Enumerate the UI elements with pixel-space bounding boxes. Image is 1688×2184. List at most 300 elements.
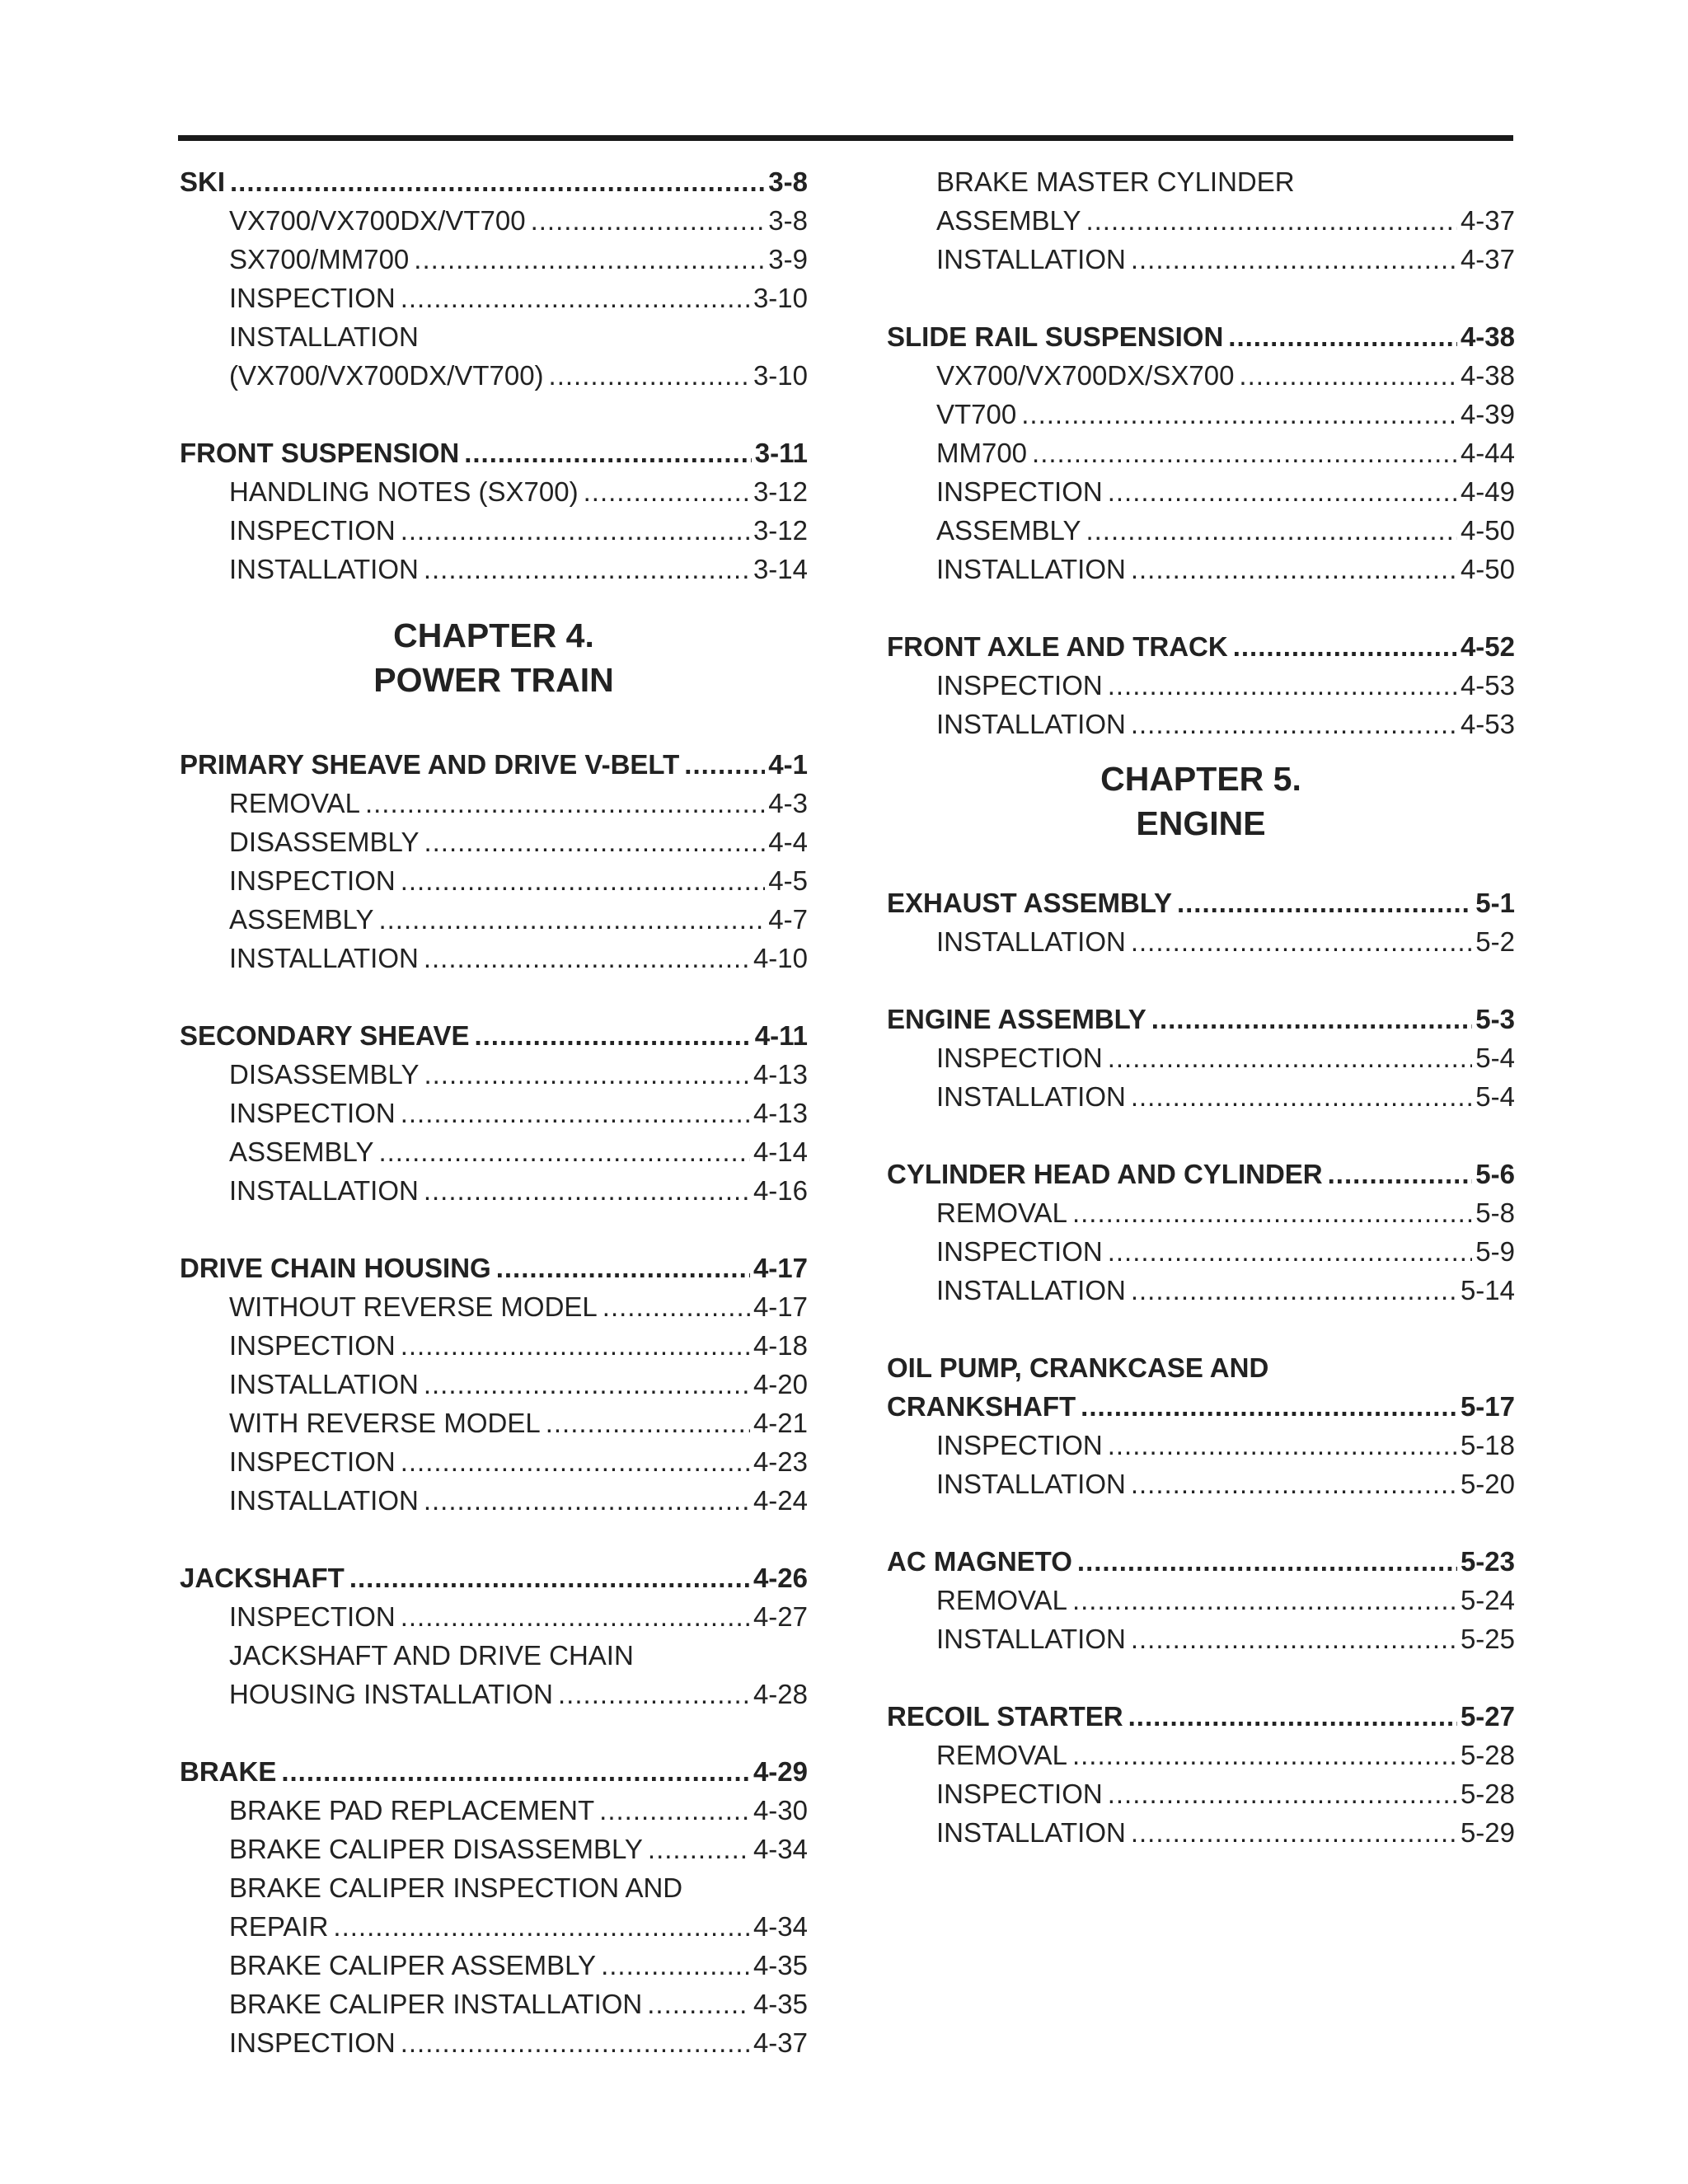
toc-entry-title: INSTALLATION bbox=[229, 943, 419, 973]
toc-page-number: 4-24 bbox=[753, 1485, 808, 1516]
toc-entry-title: MM700 bbox=[936, 438, 1028, 468]
toc-subentry[interactable] bbox=[887, 201, 1515, 240]
toc-subentry[interactable] bbox=[887, 434, 1515, 472]
toc-entry-title: REPAIR bbox=[229, 1911, 329, 1942]
dot-leader bbox=[401, 279, 750, 317]
toc-entry-title: REMOVAL bbox=[229, 788, 360, 818]
toc-page-number: 4-53 bbox=[1460, 709, 1515, 739]
dot-leader bbox=[1131, 1271, 1457, 1310]
dot-leader bbox=[1072, 1736, 1457, 1774]
toc-page-number: 4-50 bbox=[1460, 554, 1515, 584]
toc-page-number: 4-37 bbox=[1460, 244, 1515, 274]
dot-leader bbox=[349, 1558, 750, 1597]
toc-page-number: 3-14 bbox=[753, 554, 808, 584]
dot-leader bbox=[1233, 627, 1457, 666]
toc-entry-title: INSTALLATION bbox=[936, 1817, 1126, 1848]
toc-page-number: 5-24 bbox=[1460, 1585, 1515, 1615]
toc-entry-title: PRIMARY SHEAVE AND DRIVE V-BELT bbox=[180, 749, 680, 780]
toc-subentry[interactable] bbox=[887, 1271, 1515, 1310]
toc-entry-title: HOUSING INSTALLATION bbox=[229, 1679, 554, 1709]
dot-leader bbox=[378, 900, 765, 939]
dot-leader bbox=[599, 1791, 750, 1830]
dot-leader bbox=[1072, 1581, 1457, 1619]
dot-leader bbox=[549, 356, 750, 395]
chapter-title: POWER TRAIN bbox=[373, 661, 614, 699]
toc-subentry[interactable] bbox=[180, 279, 808, 317]
toc-entry-title: BRAKE bbox=[180, 1756, 277, 1787]
chapter-number: CHAPTER 4. bbox=[393, 616, 594, 654]
dot-leader bbox=[401, 511, 750, 550]
section-gap bbox=[887, 1116, 1515, 1155]
toc-page-number: 4-5 bbox=[768, 865, 808, 896]
toc-page-number: 5-28 bbox=[1460, 1779, 1515, 1809]
toc-subentry[interactable] bbox=[180, 1907, 808, 1946]
toc-page-number: 4-52 bbox=[1460, 631, 1515, 662]
toc-page-number: 5-9 bbox=[1475, 1236, 1515, 1267]
dot-leader bbox=[1131, 1077, 1472, 1116]
toc-page-number: 5-3 bbox=[1475, 1004, 1515, 1034]
toc-page-number: 4-10 bbox=[753, 943, 808, 973]
toc-page-number: 5-20 bbox=[1460, 1469, 1515, 1499]
toc-page-number: 5-4 bbox=[1475, 1043, 1515, 1073]
toc-subentry[interactable] bbox=[180, 1636, 808, 1675]
toc-entry-title: INSTALLATION bbox=[229, 1175, 419, 1206]
toc-subentry[interactable] bbox=[180, 784, 808, 823]
toc-entry-title: WITHOUT REVERSE MODEL bbox=[229, 1291, 598, 1322]
toc-subentry[interactable] bbox=[180, 1830, 808, 1868]
toc-entry-title: INSPECTION bbox=[229, 1098, 396, 1128]
toc-entry-title: BRAKE PAD REPLACEMENT bbox=[229, 1795, 595, 1825]
dot-leader bbox=[603, 1287, 750, 1326]
toc-page-number: 5-17 bbox=[1460, 1391, 1515, 1422]
section-gap bbox=[887, 1503, 1515, 1542]
dot-leader bbox=[401, 861, 766, 900]
toc-page-number: 4-23 bbox=[753, 1446, 808, 1477]
dot-leader bbox=[401, 1094, 750, 1132]
toc-subentry[interactable] bbox=[887, 1232, 1515, 1271]
toc-subentry[interactable] bbox=[180, 1675, 808, 1713]
toc-entry-title: BRAKE CALIPER INSPECTION AND bbox=[229, 1872, 683, 1903]
toc-entry-title: INSTALLATION bbox=[229, 321, 419, 352]
toc-page-number: 4-34 bbox=[753, 1911, 808, 1942]
toc-subentry[interactable] bbox=[887, 922, 1515, 961]
toc-page-number: 5-4 bbox=[1475, 1081, 1515, 1112]
toc-entry-title: REMOVAL bbox=[936, 1197, 1067, 1228]
toc-entry-title: CRANKSHAFT bbox=[887, 1391, 1076, 1422]
toc-subentry[interactable] bbox=[887, 705, 1515, 743]
chapter-title: ENGINE bbox=[1136, 804, 1266, 842]
toc-page-number: 4-37 bbox=[753, 2027, 808, 2058]
toc-entry-title: RECOIL STARTER bbox=[887, 1701, 1123, 1732]
toc-subentry[interactable] bbox=[887, 395, 1515, 434]
toc-page-number: 5-28 bbox=[1460, 1740, 1515, 1770]
chapter-heading bbox=[180, 588, 808, 745]
dot-leader bbox=[1239, 356, 1457, 395]
toc-entry-title: BRAKE CALIPER DISASSEMBLY bbox=[229, 1834, 643, 1864]
toc-page-number: 4-4 bbox=[768, 827, 808, 857]
toc-column-left bbox=[180, 162, 808, 2062]
toc-section-entry[interactable] bbox=[887, 1000, 1515, 1038]
toc-section-entry[interactable] bbox=[180, 1016, 808, 1055]
toc-section-entry[interactable] bbox=[180, 1558, 808, 1597]
dot-leader bbox=[401, 1442, 750, 1481]
toc-subentry[interactable] bbox=[180, 1946, 808, 1985]
toc-page-number: 5-25 bbox=[1460, 1624, 1515, 1654]
toc-subentry[interactable] bbox=[180, 201, 808, 240]
section-gap bbox=[180, 1520, 808, 1558]
toc-entry-title: INSPECTION bbox=[229, 1601, 396, 1632]
chapter-heading bbox=[887, 743, 1515, 883]
toc-subentry[interactable] bbox=[887, 666, 1515, 705]
section-gap bbox=[887, 279, 1515, 317]
dot-leader bbox=[414, 240, 765, 279]
toc-page-number: 5-18 bbox=[1460, 1430, 1515, 1460]
toc-entry-title: INSTALLATION bbox=[936, 554, 1126, 584]
toc-section-entry[interactable] bbox=[887, 627, 1515, 666]
toc-section-entry[interactable] bbox=[887, 1155, 1515, 1193]
toc-entry-title: REMOVAL bbox=[936, 1740, 1067, 1770]
toc-entry-title: INSPECTION bbox=[229, 1446, 396, 1477]
toc-page-number: 4-13 bbox=[753, 1059, 808, 1090]
dot-leader bbox=[1131, 550, 1457, 588]
toc-page-number: 4-14 bbox=[753, 1137, 808, 1167]
dot-leader bbox=[558, 1675, 750, 1713]
toc-entry-title: INSPECTION bbox=[229, 283, 396, 313]
toc-subentry[interactable] bbox=[887, 511, 1515, 550]
section-gap bbox=[180, 1210, 808, 1249]
toc-subentry[interactable] bbox=[180, 1597, 808, 1636]
dot-leader bbox=[1108, 472, 1457, 511]
toc-page-number: 4-27 bbox=[753, 1601, 808, 1632]
toc-subentry[interactable] bbox=[887, 356, 1515, 395]
toc-subentry[interactable] bbox=[180, 550, 808, 588]
dot-leader bbox=[1081, 1387, 1457, 1426]
toc-entry-title: DISASSEMBLY bbox=[229, 827, 420, 857]
toc-page-number: 4-16 bbox=[753, 1175, 808, 1206]
toc-entry-title: ASSEMBLY bbox=[936, 515, 1081, 546]
dot-leader bbox=[1085, 201, 1456, 240]
toc-entry-title: VX700/VX700DX/SX700 bbox=[936, 360, 1235, 391]
toc-entry-title: INSTALLATION bbox=[936, 244, 1126, 274]
toc-page-number: 5-2 bbox=[1475, 926, 1515, 957]
toc-entry-title: INSPECTION bbox=[229, 865, 396, 896]
toc-page-number: 3-9 bbox=[768, 244, 808, 274]
toc-entry-title: SX700/MM700 bbox=[229, 244, 410, 274]
toc-entry-title: BRAKE CALIPER ASSEMBLY bbox=[229, 1950, 597, 1980]
toc-subentry[interactable] bbox=[180, 1287, 808, 1326]
toc-page-number: 4-11 bbox=[754, 1020, 808, 1051]
toc-section-entry[interactable] bbox=[180, 1752, 808, 1791]
toc-subentry[interactable] bbox=[180, 1404, 808, 1442]
toc-page-number: 4-18 bbox=[753, 1330, 808, 1361]
dot-leader bbox=[496, 1249, 750, 1287]
dot-leader bbox=[474, 1016, 751, 1055]
toc-page-number: 4-3 bbox=[768, 788, 808, 818]
toc-subentry[interactable] bbox=[180, 1791, 808, 1830]
toc-entry-title: INSPECTION bbox=[936, 476, 1103, 507]
toc-entry-title: CYLINDER HEAD AND CYLINDER bbox=[887, 1159, 1323, 1189]
dot-leader bbox=[1021, 395, 1457, 434]
dot-leader bbox=[230, 162, 765, 201]
toc-subentry[interactable] bbox=[180, 240, 808, 279]
toc-page-number: 5-6 bbox=[1475, 1159, 1515, 1189]
toc-entry-title: INSTALLATION bbox=[229, 1485, 419, 1516]
toc-page-number: 4-44 bbox=[1460, 438, 1515, 468]
toc-entry-title: INSPECTION bbox=[936, 1236, 1103, 1267]
toc-subentry[interactable] bbox=[180, 1132, 808, 1171]
dot-leader bbox=[424, 939, 750, 977]
toc-page-number: 4-37 bbox=[1460, 205, 1515, 236]
toc-section-entry[interactable] bbox=[180, 434, 808, 472]
dot-leader bbox=[1177, 883, 1472, 922]
toc-entry-title: JACKSHAFT bbox=[180, 1563, 345, 1593]
toc-subentry[interactable] bbox=[887, 472, 1515, 511]
toc-page-number: 4-50 bbox=[1460, 515, 1515, 546]
toc-entry-title: ASSEMBLY bbox=[229, 904, 374, 935]
toc-page-number: 4-35 bbox=[753, 1950, 808, 1980]
dot-leader bbox=[333, 1907, 750, 1946]
toc-entry-title: WITH REVERSE MODEL bbox=[229, 1408, 541, 1438]
toc-entry-title: BRAKE MASTER CYLINDER bbox=[936, 166, 1295, 197]
toc-entry-title: INSPECTION bbox=[936, 1430, 1103, 1460]
toc-section-entry[interactable] bbox=[180, 745, 808, 784]
toc-page-number: 5-29 bbox=[1460, 1817, 1515, 1848]
toc-section-entry[interactable] bbox=[887, 1387, 1515, 1426]
dot-leader bbox=[1131, 240, 1457, 279]
toc-page-number: 4-7 bbox=[768, 904, 808, 935]
dot-leader bbox=[1108, 1426, 1457, 1465]
section-gap bbox=[180, 977, 808, 1016]
toc-subentry[interactable] bbox=[180, 939, 808, 977]
toc-page-number: 3-10 bbox=[753, 360, 808, 391]
toc-page-number: 4-20 bbox=[753, 1369, 808, 1399]
toc-page-number: 4-21 bbox=[753, 1408, 808, 1438]
toc-page-number: 3-8 bbox=[768, 166, 808, 197]
toc-subentry[interactable] bbox=[887, 1581, 1515, 1619]
toc-entry-title: VX700/VX700DX/VT700 bbox=[229, 205, 526, 236]
toc-section-entry[interactable] bbox=[887, 1697, 1515, 1736]
toc-page-number: 4-29 bbox=[753, 1756, 808, 1787]
toc-section-entry[interactable] bbox=[887, 317, 1515, 356]
toc-subentry[interactable] bbox=[180, 861, 808, 900]
toc-entry-title: ASSEMBLY bbox=[229, 1137, 374, 1167]
toc-page-number: 5-14 bbox=[1460, 1275, 1515, 1305]
dot-leader bbox=[531, 201, 766, 240]
toc-page-number: 4-17 bbox=[753, 1291, 808, 1322]
toc-entry-title: INSPECTION bbox=[229, 1330, 396, 1361]
toc-page-number: 4-1 bbox=[768, 749, 808, 780]
toc-entry-title: BRAKE CALIPER INSTALLATION bbox=[229, 1989, 643, 2019]
toc-page-number: 5-8 bbox=[1475, 1197, 1515, 1228]
toc-page-number: 5-27 bbox=[1460, 1701, 1515, 1732]
toc-entry-title: ENGINE ASSEMBLY bbox=[887, 1004, 1146, 1034]
toc-subentry[interactable] bbox=[180, 900, 808, 939]
dot-leader bbox=[1108, 1038, 1473, 1077]
dot-leader bbox=[464, 434, 752, 472]
dot-leader bbox=[401, 1597, 750, 1636]
toc-page-number: 3-12 bbox=[753, 515, 808, 546]
toc-entry-title: INSTALLATION bbox=[229, 1369, 419, 1399]
toc-page-number: 3-8 bbox=[768, 205, 808, 236]
header-rule bbox=[178, 135, 1513, 141]
toc-entry-title: DRIVE CHAIN HOUSING bbox=[180, 1253, 491, 1283]
toc-page-number: 3-12 bbox=[753, 476, 808, 507]
toc-page-number: 4-53 bbox=[1460, 670, 1515, 701]
toc-subentry[interactable] bbox=[180, 1868, 808, 1907]
dot-leader bbox=[401, 1326, 750, 1365]
toc-subentry[interactable] bbox=[180, 1055, 808, 1094]
chapter-number: CHAPTER 5. bbox=[1100, 760, 1301, 798]
dot-leader bbox=[546, 1404, 750, 1442]
toc-section-entry[interactable] bbox=[887, 1348, 1515, 1387]
toc-entry-title: INSPECTION bbox=[936, 1779, 1103, 1809]
toc-subentry[interactable] bbox=[180, 1442, 808, 1481]
toc-subentry[interactable] bbox=[887, 1038, 1515, 1077]
toc-entry-title: AC MAGNETO bbox=[887, 1546, 1072, 1577]
toc-entry-title: INSTALLATION bbox=[936, 1469, 1126, 1499]
toc-entry-title: (VX700/VX700DX/VT700) bbox=[229, 360, 544, 391]
section-gap bbox=[887, 588, 1515, 627]
toc-entry-title: INSPECTION bbox=[229, 515, 396, 546]
dot-leader bbox=[424, 1481, 750, 1520]
dot-leader bbox=[424, 1171, 750, 1210]
dot-leader bbox=[424, 823, 765, 861]
toc-entry-title: INSTALLATION bbox=[936, 926, 1126, 957]
dot-leader bbox=[1151, 1000, 1473, 1038]
toc-entry-title: EXHAUST ASSEMBLY bbox=[887, 888, 1172, 918]
toc-subentry[interactable] bbox=[887, 162, 1515, 201]
toc-entry-title: INSPECTION bbox=[936, 1043, 1103, 1073]
toc-subentry[interactable] bbox=[180, 1365, 808, 1404]
section-gap bbox=[887, 1310, 1515, 1348]
toc-entry-title: INSTALLATION bbox=[936, 709, 1126, 739]
toc-entry-title: DISASSEMBLY bbox=[229, 1059, 420, 1090]
toc-page-number: 4-28 bbox=[753, 1679, 808, 1709]
toc-page-number: 4-17 bbox=[753, 1253, 808, 1283]
toc-subentry[interactable] bbox=[887, 240, 1515, 279]
toc-subentry[interactable] bbox=[887, 1193, 1515, 1232]
toc-section-entry[interactable] bbox=[180, 162, 808, 201]
toc-page-number: 3-11 bbox=[754, 438, 808, 468]
toc-entry-title: FRONT SUSPENSION bbox=[180, 438, 460, 468]
toc-entry-title: JACKSHAFT AND DRIVE CHAIN bbox=[229, 1640, 634, 1671]
toc-page-number: 4-13 bbox=[753, 1098, 808, 1128]
section-gap bbox=[887, 961, 1515, 1000]
toc-page-number: 4-38 bbox=[1460, 321, 1515, 352]
toc-page-number: 4-38 bbox=[1460, 360, 1515, 391]
section-gap bbox=[887, 1658, 1515, 1697]
dot-leader bbox=[584, 472, 750, 511]
toc-page-number: 4-34 bbox=[753, 1834, 808, 1864]
dot-leader bbox=[281, 1752, 750, 1791]
toc-subentry[interactable] bbox=[180, 823, 808, 861]
dot-leader bbox=[647, 1985, 750, 2023]
dot-leader bbox=[424, 1365, 750, 1404]
dot-leader bbox=[424, 1055, 749, 1094]
toc-subentry[interactable] bbox=[887, 1736, 1515, 1774]
toc-entry-title: SECONDARY SHEAVE bbox=[180, 1020, 470, 1051]
dot-leader bbox=[424, 550, 750, 588]
dot-leader bbox=[1328, 1155, 1473, 1193]
toc-section-entry[interactable] bbox=[180, 1249, 808, 1287]
dot-leader bbox=[1128, 1697, 1457, 1736]
dot-leader bbox=[1032, 434, 1457, 472]
dot-leader bbox=[648, 1830, 750, 1868]
toc-section-entry[interactable] bbox=[887, 1542, 1515, 1581]
toc-entry-title: INSTALLATION bbox=[936, 1081, 1126, 1112]
toc-entry-title: INSTALLATION bbox=[936, 1275, 1126, 1305]
dot-leader bbox=[1077, 1542, 1457, 1581]
toc-subentry[interactable] bbox=[180, 1171, 808, 1210]
toc-subentry[interactable] bbox=[180, 511, 808, 550]
toc-subentry[interactable] bbox=[180, 2023, 808, 2062]
section-gap bbox=[180, 1713, 808, 1752]
dot-leader bbox=[401, 2023, 750, 2062]
toc-subentry[interactable] bbox=[180, 356, 808, 395]
toc-page-number: 5-23 bbox=[1460, 1546, 1515, 1577]
dot-leader bbox=[601, 1946, 750, 1985]
dot-leader bbox=[378, 1132, 749, 1171]
toc-subentry[interactable] bbox=[180, 1481, 808, 1520]
dot-leader bbox=[1131, 1813, 1457, 1852]
toc-entry-title: SKI bbox=[180, 166, 226, 197]
dot-leader bbox=[1131, 1465, 1457, 1503]
toc-entry-title: OIL PUMP, CRANKCASE AND bbox=[887, 1352, 1269, 1383]
dot-leader bbox=[1085, 511, 1456, 550]
toc-entry-title: REMOVAL bbox=[936, 1585, 1067, 1615]
toc-entry-title: INSPECTION bbox=[229, 2027, 396, 2058]
toc-subentry[interactable] bbox=[180, 1094, 808, 1132]
toc-page-number: 4-26 bbox=[753, 1563, 808, 1593]
dot-leader bbox=[1108, 666, 1457, 705]
toc-page-number: 3-10 bbox=[753, 283, 808, 313]
toc-entry-title: ASSEMBLY bbox=[936, 205, 1081, 236]
toc-entry-title: HANDLING NOTES (SX700) bbox=[229, 476, 579, 507]
dot-leader bbox=[1228, 317, 1457, 356]
toc-subentry[interactable] bbox=[180, 1326, 808, 1365]
toc-subentry[interactable] bbox=[180, 472, 808, 511]
toc-entry-title: VT700 bbox=[936, 399, 1017, 429]
dot-leader bbox=[1131, 922, 1472, 961]
toc-column-right bbox=[887, 162, 1515, 1852]
toc-subentry[interactable] bbox=[887, 1426, 1515, 1465]
toc-subentry[interactable] bbox=[887, 1619, 1515, 1658]
toc-subentry[interactable] bbox=[887, 550, 1515, 588]
toc-subentry[interactable] bbox=[180, 317, 808, 356]
toc-entry-title: SLIDE RAIL SUSPENSION bbox=[887, 321, 1224, 352]
dot-leader bbox=[1072, 1193, 1472, 1232]
toc-subentry[interactable] bbox=[887, 1813, 1515, 1852]
toc-subentry[interactable] bbox=[887, 1465, 1515, 1503]
dot-leader bbox=[365, 784, 765, 823]
toc-entry-title: INSTALLATION bbox=[229, 554, 419, 584]
dot-leader bbox=[684, 745, 765, 784]
toc-entry-title: INSTALLATION bbox=[936, 1624, 1126, 1654]
toc-entry-title: INSPECTION bbox=[936, 670, 1103, 701]
dot-leader bbox=[1131, 1619, 1457, 1658]
toc-subentry[interactable] bbox=[180, 1985, 808, 2023]
toc-page-number: 4-35 bbox=[753, 1989, 808, 2019]
toc-page-number: 5-1 bbox=[1475, 888, 1515, 918]
toc-subentry[interactable] bbox=[887, 1077, 1515, 1116]
dot-leader bbox=[1131, 705, 1457, 743]
section-gap bbox=[180, 395, 808, 434]
toc-page-number: 4-30 bbox=[753, 1795, 808, 1825]
dot-leader bbox=[1108, 1774, 1457, 1813]
toc-subentry[interactable] bbox=[887, 1774, 1515, 1813]
toc-section-entry[interactable] bbox=[887, 883, 1515, 922]
dot-leader bbox=[1108, 1232, 1473, 1271]
